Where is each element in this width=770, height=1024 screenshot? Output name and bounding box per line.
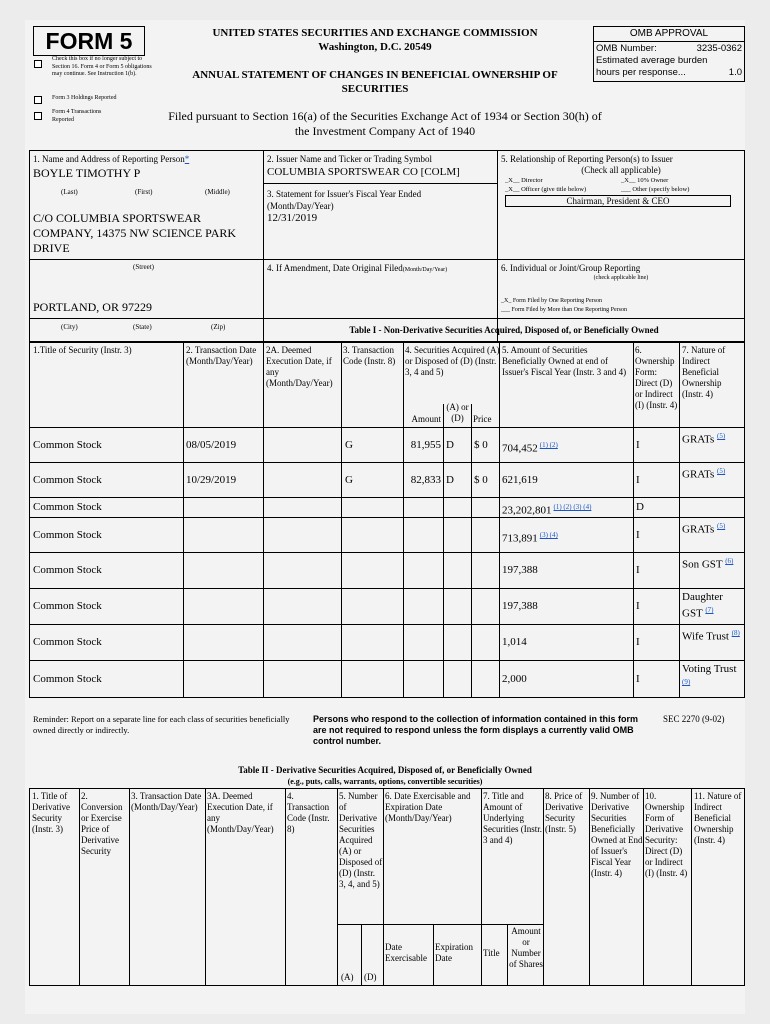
row-amount-owned-value: 713,891 [502,532,538,545]
row-acquired-disposed: D [446,439,454,451]
row-amount: 82,833 [410,474,441,486]
t2-col-date-exercisable: Date Exercisable [385,942,427,963]
row-price: $ 0 [474,439,488,451]
filed-pursuant-1: Filed pursuant to Section 16(a) of the Securities Exchange Act of 1934 or Section 30(h) of [168,109,602,123]
box6-label: 6. Individual or Joint/Group Reporting [501,263,641,273]
other-option[interactable]: ___ Other (specify below) [621,186,690,193]
omb-hours-value: 1.0 [728,67,742,78]
box5-sub: (Check all applicable) [581,165,661,175]
agency-name: UNITED STATES SECURITIES AND EXCHANGE COMMISSION [212,27,538,39]
box5-label: 5. Relationship of Reporting Person(s) to Issuer [501,154,673,164]
row-nature-text: Wife Trust [682,630,729,643]
row-security-title: Common Stock [33,501,102,513]
row-security-title: Common Stock [33,439,102,451]
row-amount-owned-value: 621,619 [502,474,538,486]
footnote-link[interactable]: (6) [725,557,734,565]
t2-col-underlying: 7. Title and Amount of Underlying Securities (Instr. 3 and 4) [483,791,542,845]
row-ownership-form: I [636,600,640,612]
row-ownership-form: I [636,529,640,541]
street-label: (Street) [133,263,154,271]
omb-number-value: 3235-0362 [696,43,742,54]
t2-col-date: 3. Transaction Date (Month/Day/Year) [131,791,202,812]
t2-col-owned: 9. Number of Derivative Securities Beneficially Owned at End of Issuer's Fiscal Year (Instr. 4) [591,791,643,878]
omb-approval-box [593,26,745,82]
footnote-link[interactable]: (9) [682,678,691,686]
form3-holdings-checkbox[interactable] [34,96,42,104]
filed-pursuant-2: the Investment Company Act of 1940 [294,124,476,138]
instruction-star-link[interactable]: * [184,154,190,164]
officer-title: Chairman, President & CEO [566,196,670,206]
t2-col-nature: 11. Nature of Indirect Beneficial Ownership (Instr. 4) [694,791,742,845]
t1-col-title: 1.Title of Security (Instr. 3) [33,345,132,355]
table2-title: Table II - Derivative Securities Acquired, Disposed of, or Beneficially Owned [238,765,532,775]
row-transaction-date: 10/29/2019 [186,474,237,486]
row-ownership-form: I [636,564,640,576]
statement-title-2: SECURITIES [341,83,409,95]
fiscal-year-end: 12/31/2019 [267,212,318,224]
sec-number: SEC 2270 (9-02) [663,714,725,724]
t2-col-title: 1. Title of Derivative Security (Instr. 3) [32,791,70,834]
row-amount-owned [502,600,538,613]
row-amount-owned-value: 2,000 [502,673,527,685]
t1-col-date: 2. Transaction Date (Month/Day/Year) [186,345,257,366]
box6-sub: (check applicable line) [593,275,649,281]
t1-col-form: 6. Ownership Form: Direct (D) or Indirect (I) (Instr. 4) [635,345,678,410]
footnote-link[interactable]: (7) [705,606,714,614]
t2-col-exercisable: 6. Date Exercisable and Expiration Date (Month/Day/Year) [385,791,471,823]
row-ownership-form: I [636,439,640,451]
t2-col-d: (D) [364,972,377,982]
footnote-link[interactable]: (5) [717,522,726,530]
row-nature-of-ownership [682,591,744,621]
row-nature-text: GRATs [682,523,715,536]
row-amount-owned [502,564,538,577]
officer-title-box [505,195,731,207]
row-security-title: Common Stock [33,636,102,648]
box1-label: 1. Name and Address of Reporting Person* [33,154,190,164]
row-amount-owned [502,673,527,686]
t2-col-expiration-date: Expiration Date [435,942,473,963]
row-amount: 81,955 [410,439,441,451]
no-longer-subject-label: Check this box if no longer subject to Section 16. Form 4 or Form 5 obligations may continue. See Instruction 1(b). [52,56,152,77]
t1-col-deemed: 2A. Deemed Execution Date, if any (Month/Day/Year) [266,345,333,388]
state-label: (State) [133,323,152,331]
row-nature-of-ownership [682,627,744,644]
row-amount-owned [502,501,591,518]
row-security-title: Common Stock [33,564,102,576]
row-security-title: Common Stock [33,529,102,541]
row-amount-owned [502,529,558,546]
omb-number-label: OMB Number: [596,43,657,54]
director-option[interactable]: _X__ Director [505,177,543,184]
row-nature-text: Daughter GST [682,591,723,620]
row-amount-owned [502,474,538,487]
t2-col-a: (A) [341,972,354,982]
statement-title-1: ANNUAL STATEMENT OF CHANGES IN BENEFICIAL OWNERSHIP OF [192,69,558,81]
row-transaction-date: 08/05/2019 [186,439,237,451]
t1-col-amount: Amount [411,414,441,424]
table1-title: Table I - Non-Derivative Securities Acquired, Disposed of, or Beneficially Owned [349,325,659,335]
row-ownership-form: I [636,636,640,648]
t1-col-acquired: 4. Securities Acquired (A) or Disposed of (D) (Instr. 3, 4 and 5) [405,345,500,377]
multiple-reporting-persons-option[interactable]: ___ Form Filed by More than One Reporting Person [501,307,627,313]
row-amount-owned-value: 197,388 [502,564,538,576]
row-transaction-code: G [345,474,353,486]
form-page [25,20,745,1014]
form4-transactions-label: Form 4 Transactions Reported [52,109,102,123]
row-amount-owned-value: 704,452 [502,442,538,455]
ten-percent-owner-option[interactable]: _X__ 10% Owner [621,177,669,184]
row-nature-of-ownership [682,465,744,482]
row-nature-of-ownership [682,430,744,447]
persons-notice: Persons who respond to the collection of information contained in this form are not required to respond unless the form displays a currently valid OMB control number. [313,714,639,746]
row-ownership-form: D [636,501,644,513]
t2-col-deemed: 3A. Deemed Execution Date, if any (Month/Day/Year) [207,791,274,834]
row-nature-text: GRATs [682,468,715,481]
reminder-text: Reminder: Report on a separate line for each class of securities beneficially owned directly or indirectly. [33,714,290,735]
t1-col-code: 3. Transaction Code (Instr. 8) [343,345,396,366]
last-label: (Last) [61,188,78,196]
box3-label: 3. Statement for Issuer's Fiscal Year Ended (Month/Day/Year) [267,189,422,211]
t1-col-nature: 7. Nature of Indirect Beneficial Ownership (Instr. 4) [682,345,726,399]
footnote-link[interactable]: (3) (4) [539,531,558,539]
form-title-box [33,26,145,56]
row-price: $ 0 [474,474,488,486]
row-security-title: Common Stock [33,600,102,612]
table2-subtitle: (e.g., puts, calls, warrants, options, convertible securities) [287,777,483,786]
form3-holdings-label: Form 3 Holdings Reported [52,95,117,101]
row-nature-text: Son GST [682,558,723,571]
city-label: (City) [61,323,78,331]
row-amount-owned [502,439,558,456]
row-amount-owned-value: 197,388 [502,600,538,612]
zip-label: (Zip) [211,323,226,331]
row-nature-of-ownership [682,555,744,572]
box4-label: 4. If Amendment, Date Original Filed(Month/Day/Year) [267,263,448,273]
t2-col-underlying-title: Title [483,948,500,958]
omb-hours-label: hours per response... [596,67,686,78]
first-label: (First) [135,188,153,196]
t2-col-form: 10. Ownership Form of Derivative Security: Direct (D) or Indirect (I) (Instr. 4) [645,791,688,878]
row-nature-of-ownership [682,520,744,537]
t1-col-price: Price [473,414,492,424]
footnote-link[interactable]: (8) [731,629,740,637]
box2-label: 2. Issuer Name and Ticker or Trading Symbol [267,154,432,164]
row-security-title: Common Stock [33,474,102,486]
omb-burden-label: Estimated average burden [596,55,708,66]
footnote-link[interactable]: (5) [717,467,726,475]
row-nature-text: GRATs [682,433,715,446]
footnote-link[interactable]: (5) [717,432,726,440]
omb-title: OMB APPROVAL [629,28,709,39]
reporting-person-address: C/O COLUMBIA SPORTSWEAR COMPANY, 14375 NW SCIENCE PARK DRIVE [33,211,237,255]
row-acquired-disposed: D [446,474,454,486]
row-ownership-form: I [636,673,640,685]
row-amount-owned-value: 23,202,801 [502,504,552,517]
officer-option[interactable]: _X__ Officer (give title below) [505,186,587,193]
middle-label: (Middle) [205,188,230,196]
row-security-title: Common Stock [33,673,102,685]
t2-col-underlying-amount: Amount or Number of Shares [509,926,543,969]
form4-transactions-checkbox[interactable] [34,112,42,120]
footnote-link[interactable]: (1) (2) (3) (4) [553,503,592,511]
form-title: FORM 5 [45,28,133,54]
t1-col-owned: 5. Amount of Securities Beneficially Owned at end of Issuer's Fiscal Year (Instr. 3 and 4) [502,345,627,377]
row-amount-owned [502,636,527,649]
row-nature-of-ownership [682,663,744,693]
t2-col-conversion: 2. Conversion or Exercise Price of Derivative Security [81,791,123,856]
row-ownership-form: I [636,474,640,486]
t1-col-aord: (A) or (D) [446,402,469,423]
city-state-zip: PORTLAND, OR 97229 [33,300,152,314]
one-reporting-person-option[interactable]: _X_ Form Filed by One Reporting Person [501,298,602,304]
row-nature-text: Voting Trust [682,663,737,675]
t2-col-number: 5. Number of Derivative Securities Acquired (A) or Disposed of (D) (Instr. 3, 4, and 5) [339,791,383,889]
issuer-name-ticker: COLUMBIA SPORTSWEAR CO [COLM] [267,166,460,178]
footnote-link[interactable]: (1) (2) [539,441,558,449]
reporting-person-name: BOYLE TIMOTHY P [33,166,141,180]
row-transaction-code: G [345,439,353,451]
t2-col-price: 8. Price of Derivative Security (Instr. 5) [545,791,583,834]
agency-location: Washington, D.C. 20549 [318,41,432,53]
t2-col-code: 4. Transaction Code (Instr. 8) [287,791,330,834]
no-longer-subject-checkbox[interactable] [34,60,42,68]
row-amount-owned-value: 1,014 [502,636,527,648]
